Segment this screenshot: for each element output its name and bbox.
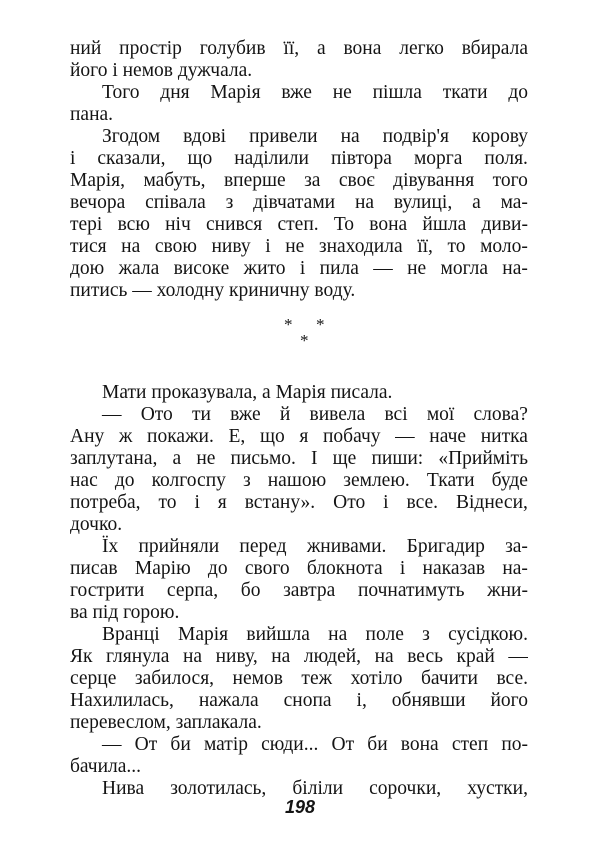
text-line: Марія, мабуть, вперше за своє дівування того (70, 170, 528, 191)
text-line: Згодом вдові привели на подвір'я корову (102, 126, 528, 147)
text-line: Як глянула на ниву, на людей, на весь край — (70, 646, 528, 667)
text-line: — Ото ти вже й вивела всі мої слова? (102, 404, 528, 425)
text-line: перевеслом, заплакала. (70, 712, 262, 733)
text-line: серце забилося, немов теж хотіло бачити все. (70, 668, 528, 689)
asterisk: * (300, 331, 309, 350)
text-block-bottom (70, 382, 528, 800)
text-line: потреба, то і я встану». Ото і все. Віднеси, (70, 492, 528, 513)
text-line: і сказали, що наділили півтора морга поля. (70, 148, 528, 169)
text-line: пана. (70, 104, 114, 125)
text-line: Нива золотилась, біліли сорочки, хустки, (102, 778, 528, 799)
text-line: нас до колгоспу з нашою землею. Ткати буде (70, 470, 528, 491)
text-line: питись — холодну криничну воду. (70, 280, 356, 301)
text-line: Їх прийняли перед жнивами. Бригадир за- (102, 536, 528, 557)
text-line: писав Марію до свого блокнота і наказав на- (70, 558, 528, 579)
text-block-top (70, 38, 528, 302)
text-line: заплутана, а не письмо. І ще пиши: «Прийміть (70, 448, 528, 469)
text-line: ний простір голубив її, а вона легко вбирала (70, 38, 528, 59)
asterisk: * (316, 315, 325, 334)
asterisk: * (284, 315, 293, 334)
text-line: гострити серпа, бо завтра почнатимуть жни- (70, 580, 528, 601)
text-line: бачила... (70, 756, 142, 777)
text-line: тері всю ніч снився степ. То вона йшла диви- (70, 214, 528, 235)
text-line: Вранці Марія вийшла на поле з сусідкою. (102, 624, 528, 645)
page-body (70, 38, 528, 800)
text-line: його і немов дужчала. (70, 60, 253, 81)
text-line: ва під горою. (70, 602, 180, 623)
text-line: вечора співала з дівчатами на вулиці, а ма- (70, 192, 528, 213)
section-separator (70, 316, 528, 382)
text-line: Мати проказувала, а Марія писала. (102, 382, 393, 403)
text-line: Нахилилась, нажала снопа і, обнявши його (70, 690, 528, 711)
text-line: Того дня Марія вже не пішла ткати до (102, 82, 528, 103)
text-line: дочко. (70, 514, 123, 535)
text-line: Ану ж покажи. Е, що я побачу — наче нитка (70, 426, 528, 447)
text-line: — От би матір сюди... От би вона степ по- (102, 734, 528, 755)
text-line: тися на свою ниву і не знаходила її, то моло- (70, 236, 528, 257)
page-number: 198 (284, 797, 316, 817)
text-line: дою жала високе жито і пила — не могла на- (70, 258, 528, 279)
